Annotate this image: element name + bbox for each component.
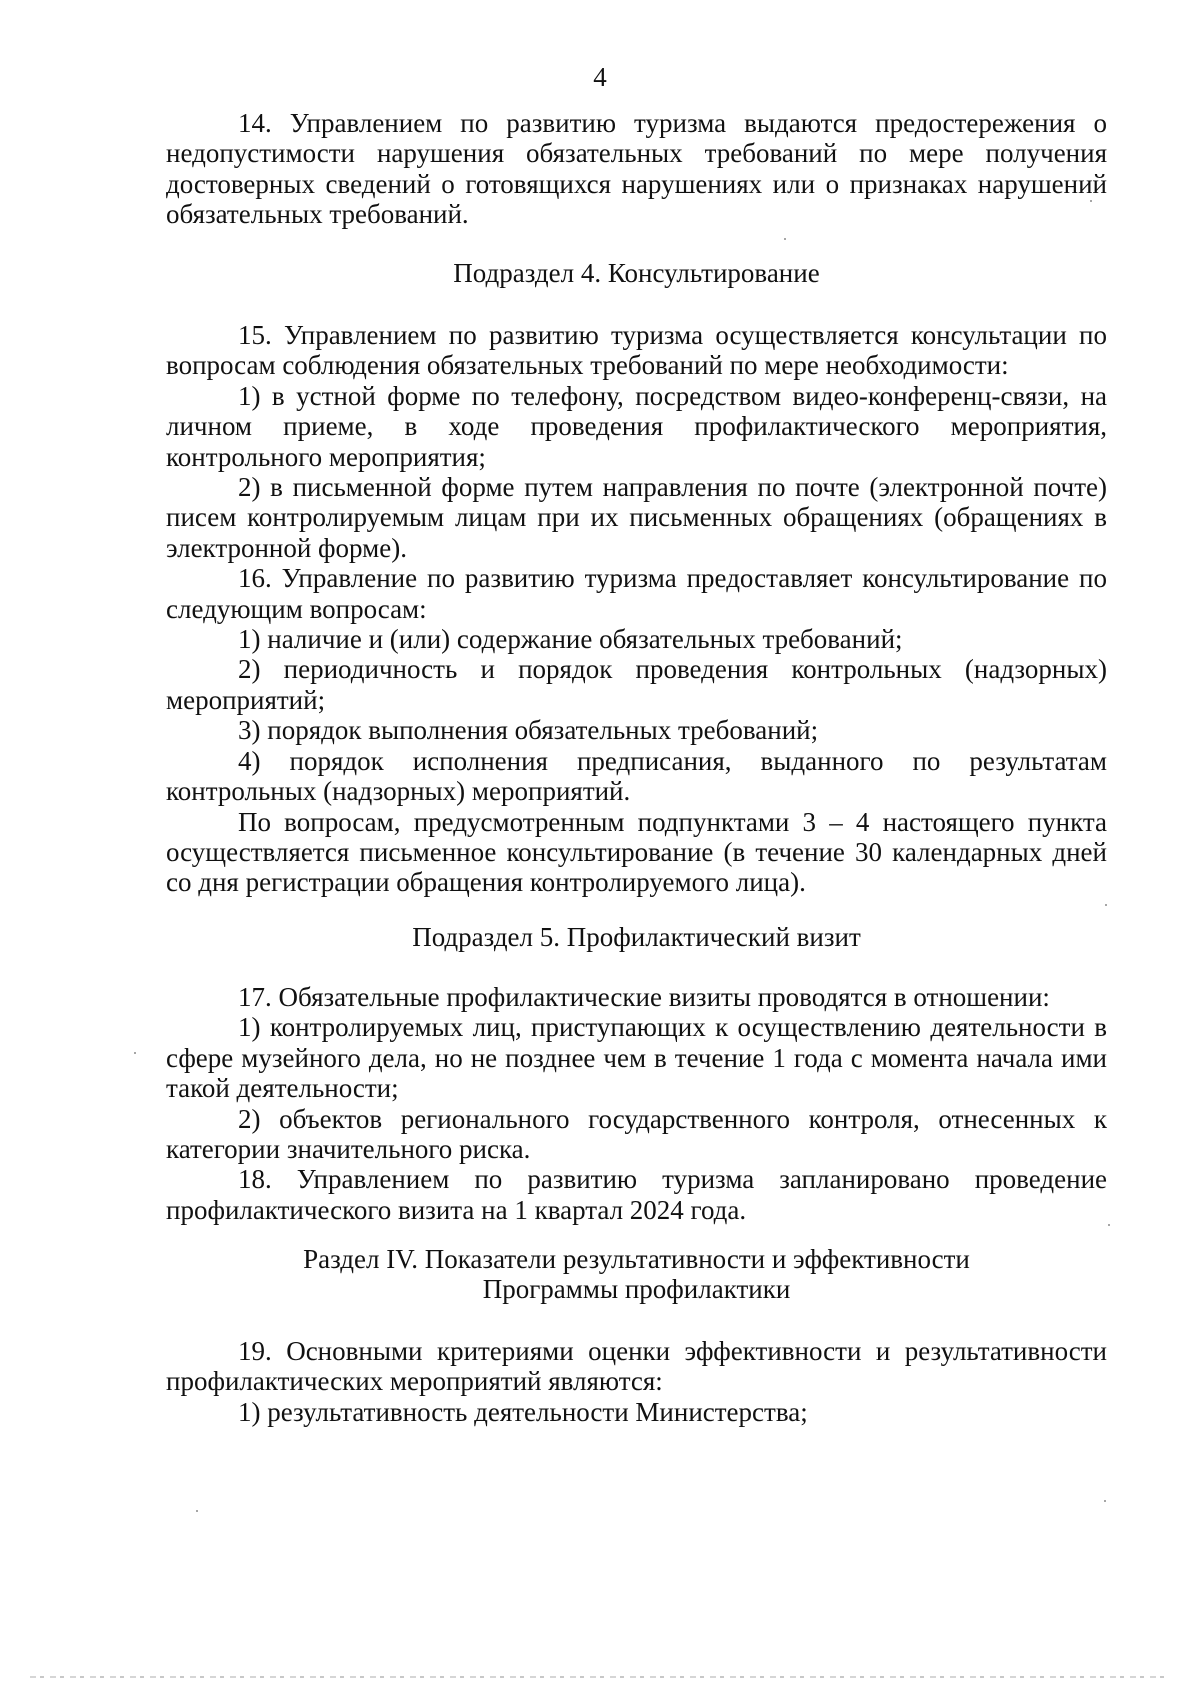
- paragraphs-15-16-block: [166, 320, 1107, 898]
- paragraph-14: 14. Управлением по развитию туризма выдаются предостережения о недопустимости нарушения обязательных требований по мере получения достоверных сведений о готовящихся нарушениях или о признаках нарушений обязательных требований.: [166, 108, 1107, 230]
- subsection-4-heading: Подраздел 4. Консультирование: [453, 258, 820, 288]
- subsection-4-heading-block: [166, 258, 1107, 288]
- scan-speck: [784, 238, 786, 240]
- scan-speck: [1108, 1224, 1110, 1226]
- paragraph-19: 19. Основными критериями оценки эффективности и результативности профилактических мероприятий являются:: [166, 1336, 1107, 1397]
- paragraph-15: 15. Управлением по развитию туризма осуществляется консультации по вопросам соблюдения обязательных требований по мере необходимости:: [166, 320, 1107, 381]
- section-iv-heading-line-1: Раздел IV. Показатели результативности и эффективности: [303, 1244, 970, 1274]
- paragraph-15-item-2: 2) в письменной форме путем направления по почте (электронной почте) писем контролируемым лицам при их письменных обращениях (обращениях в электронной форме).: [166, 472, 1107, 563]
- scan-speck: [1090, 200, 1092, 202]
- paragraph-16: 16. Управление по развитию туризма предоставляет консультирование по следующим вопросам:: [166, 563, 1107, 624]
- scan-speck: [1105, 904, 1107, 906]
- paragraphs-17-18-block: [166, 982, 1107, 1225]
- paragraph-16-item-3: 3) порядок выполнения обязательных требований;: [238, 715, 819, 746]
- paragraph-15-item-1: 1) в устной форме по телефону, посредством видео-конференц-связи, на личном приеме, в ходе проведения профилактического мероприятия, контрольного мероприятия;: [166, 380, 1107, 472]
- subsection-5-heading-block: [166, 922, 1107, 952]
- paragraph-19-item-1: 1) результативность деятельности Министерства;: [238, 1396, 808, 1427]
- paragraph-17: 17. Обязательные профилактические визиты проводятся в отношении:: [238, 982, 1050, 1012]
- page-number: 4: [593, 62, 607, 92]
- paragraph-16-item-1: 1) наличие и (или) содержание обязательных требований;: [238, 624, 903, 655]
- paragraph-18: 18. Управлением по развитию туризма запланировано проведение профилактического визита на 1 квартал 2024 года.: [166, 1164, 1107, 1225]
- paragraph-19-block: [166, 1336, 1107, 1427]
- paragraph-16-note: По вопросам, предусмотренным подпунктами 3 – 4 настоящего пункта осуществляется письменное консультирование (в течение 30 календарных дней со дня регистрации обращения контролируемого лица).: [166, 806, 1107, 898]
- subsection-5-heading: Подраздел 5. Профилактический визит: [412, 922, 861, 952]
- paragraph-17-item-2: 2) объектов регионального государственного контроля, отнесенных к категории значительного риска.: [166, 1103, 1107, 1165]
- scan-speck: [1104, 1500, 1106, 1502]
- paragraph-17-item-1: 1) контролируемых лиц, приступающих к осуществлению деятельности в сфере музейного дела, но не позднее чем в течение 1 года с момента начала ими такой деятельности;: [166, 1012, 1107, 1104]
- paragraph-16-item-4: 4) порядок исполнения предписания, выданного по результатам контрольных (надзорных) мероприятий.: [166, 745, 1107, 807]
- section-iv-heading-block: [166, 1244, 1107, 1304]
- section-iv-heading-line-2: Программы профилактики: [482, 1274, 791, 1304]
- scan-speck: [134, 1052, 136, 1054]
- scan-artifact-line: [30, 1676, 1170, 1678]
- scan-speck: [196, 1510, 198, 1512]
- paragraph-16-item-2: 2) периодичность и порядок проведения контрольных (надзорных) мероприятий;: [166, 654, 1107, 715]
- paragraph-14-block: [166, 108, 1107, 230]
